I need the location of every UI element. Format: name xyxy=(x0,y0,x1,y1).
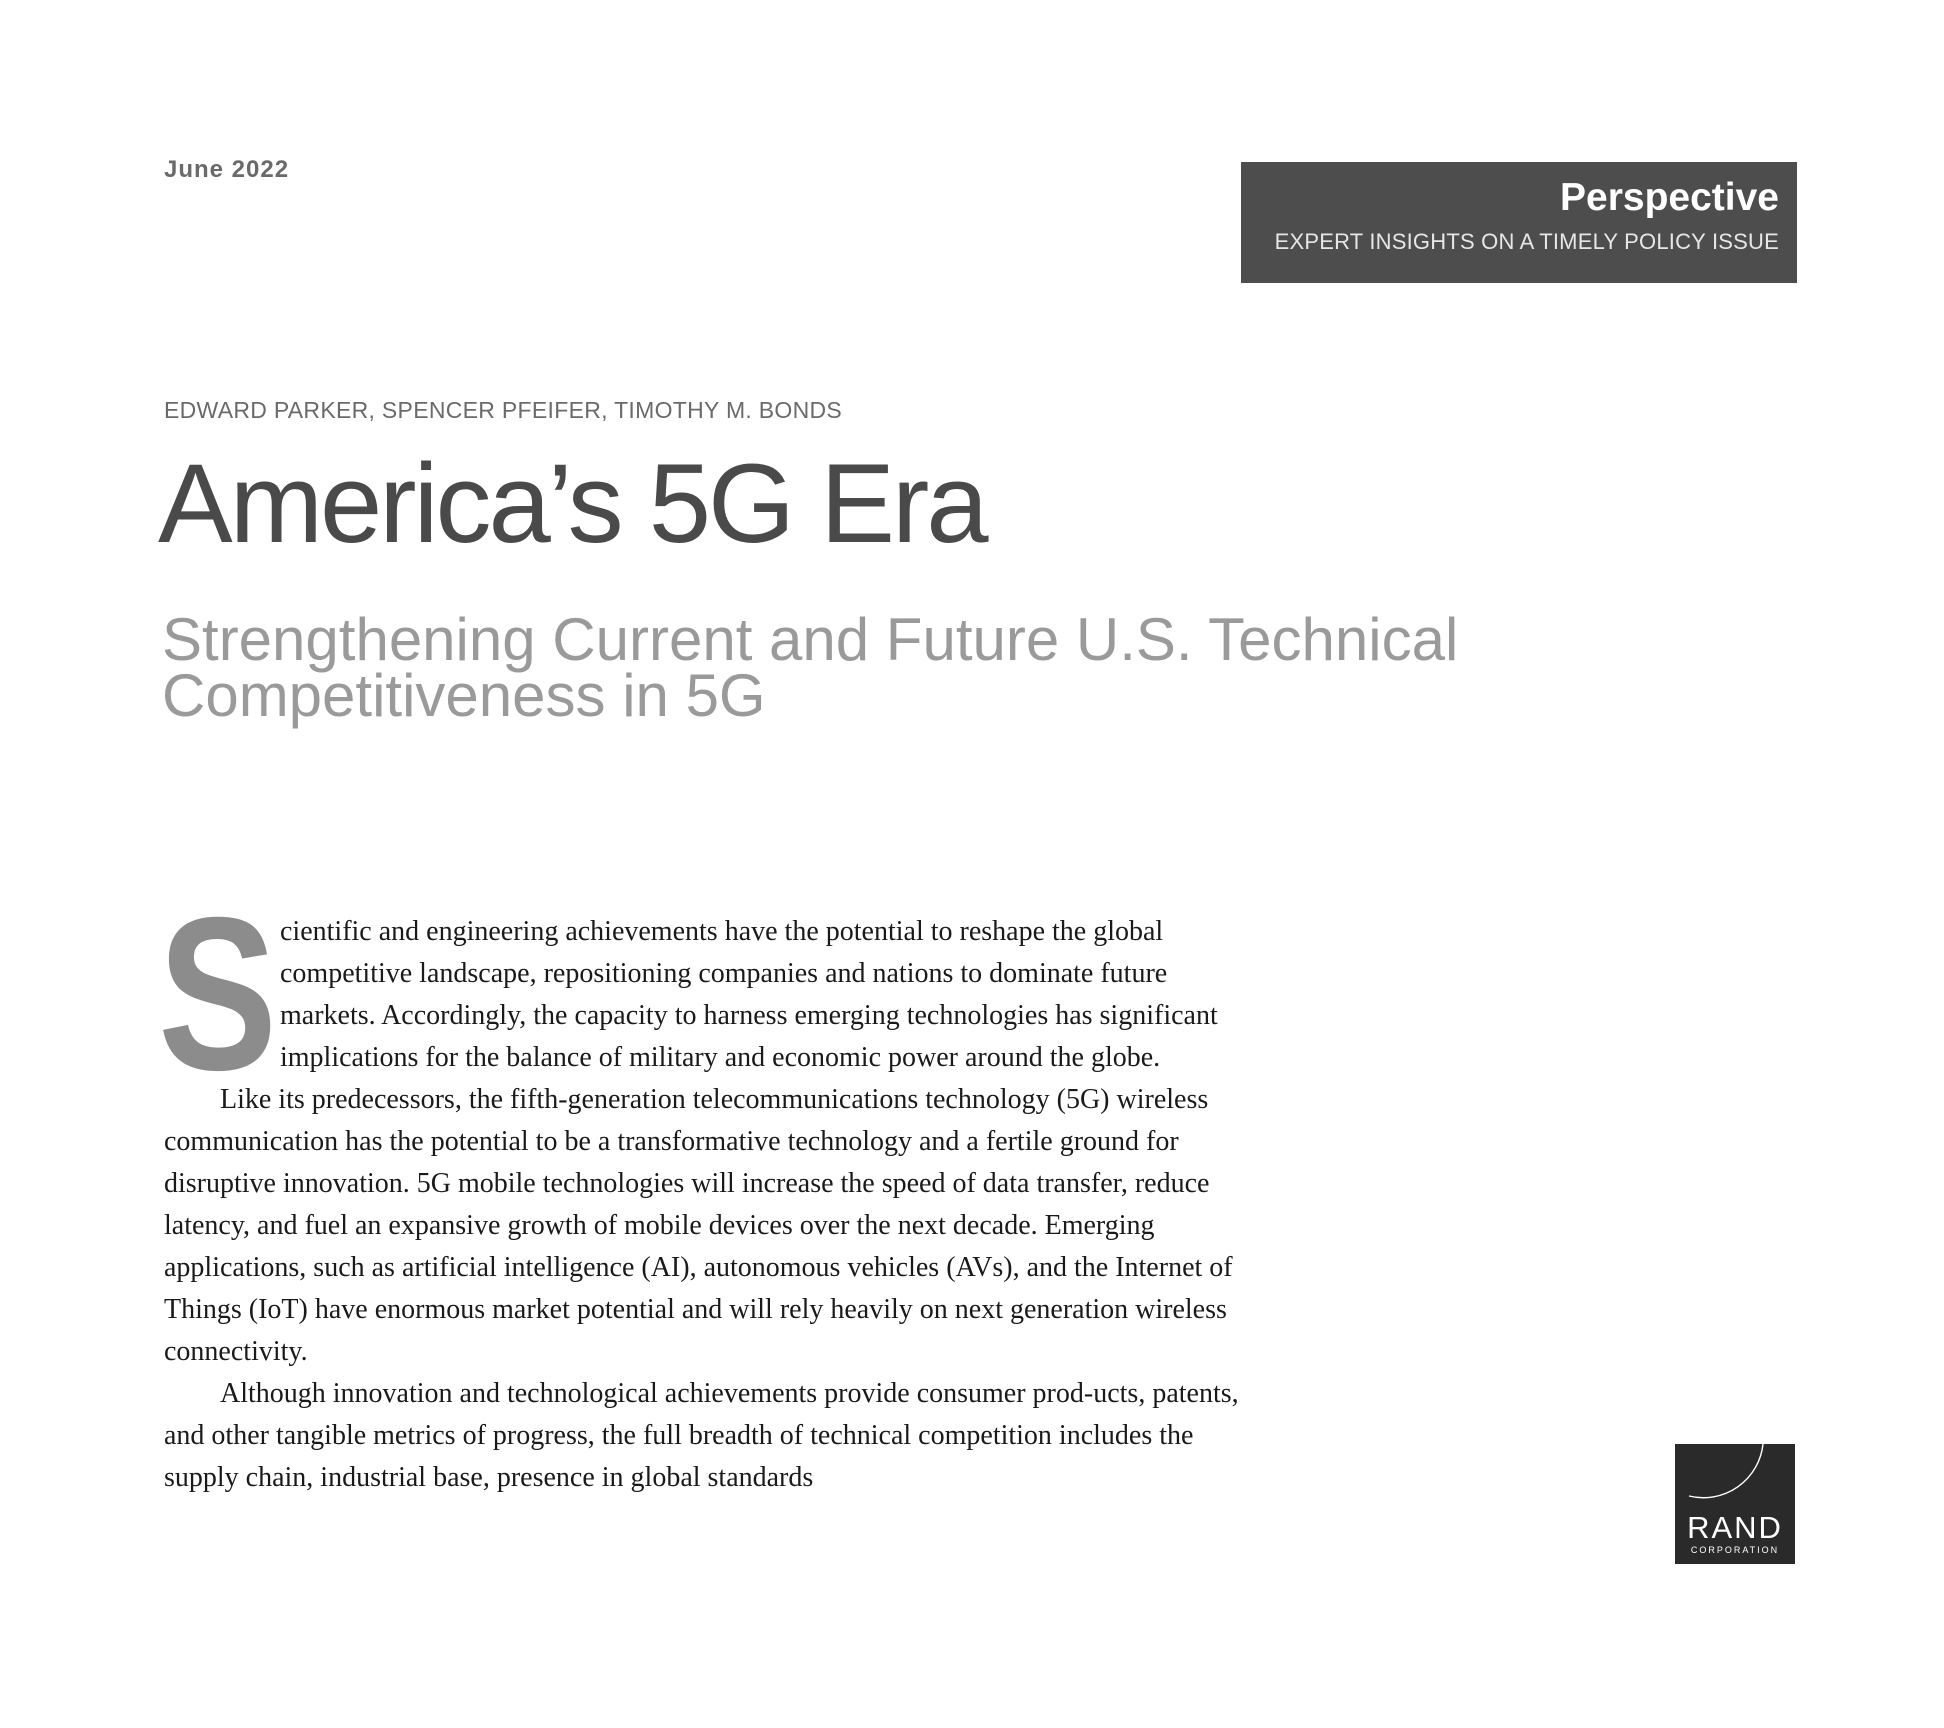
article-body xyxy=(158,873,1244,1499)
publication-date: June 2022 xyxy=(164,156,290,183)
page-title: America’s 5G Era xyxy=(158,441,986,566)
author-list: EDWARD PARKER, SPENCER PFEIFER, TIMOTHY M. BONDS xyxy=(164,397,843,423)
paragraph-1-text: cientific and engineering achievements have the potential to reshape the global competitive landscape, repositioning companies and nations to dominate future markets. Accordingly, the capacity to harness emerging technologies has significant implications for the balance of military and economic power around the globe. xyxy=(280,916,1218,1073)
banner-title: Perspective xyxy=(1560,176,1779,219)
drop-cap: S xyxy=(158,873,278,1116)
paragraph-3: Although innovation and technological achievements provide consumer prod-ucts, patents, and other tangible metrics of progress, the full breadth of technical competition includes the supply chain, industrial base, presence in global standards xyxy=(164,1378,1239,1493)
paragraph-2: Like its predecessors, the fifth-generation telecommunications technology (5G) wireless communication has the potential to be a transformative technology and a fertile ground for disruptive innovation. 5G mobile technologies will increase the speed of data transfer, reduce latency, and fuel an expansive growth of mobile devices over the next decade. Emerging applications, such as artificial intelligence (AI), autonomous vehicles (AVs), and the Internet of Things (IoT) have enormous market potential and will rely heavily on next generation wireless connectivity. xyxy=(164,1084,1233,1367)
perspective-banner xyxy=(1241,162,1797,283)
banner-subtitle: EXPERT INSIGHTS ON A TIMELY POLICY ISSUE xyxy=(1274,228,1779,254)
rand-logo xyxy=(1675,1444,1795,1564)
page-subtitle: Strengthening Current and Future U.S. Technical Competitiveness in 5G xyxy=(162,606,1459,729)
logo-subtitle: CORPORATION xyxy=(1690,1545,1780,1555)
logo-name: RAND xyxy=(1687,1510,1783,1545)
paragraph-1 xyxy=(158,873,1244,1116)
